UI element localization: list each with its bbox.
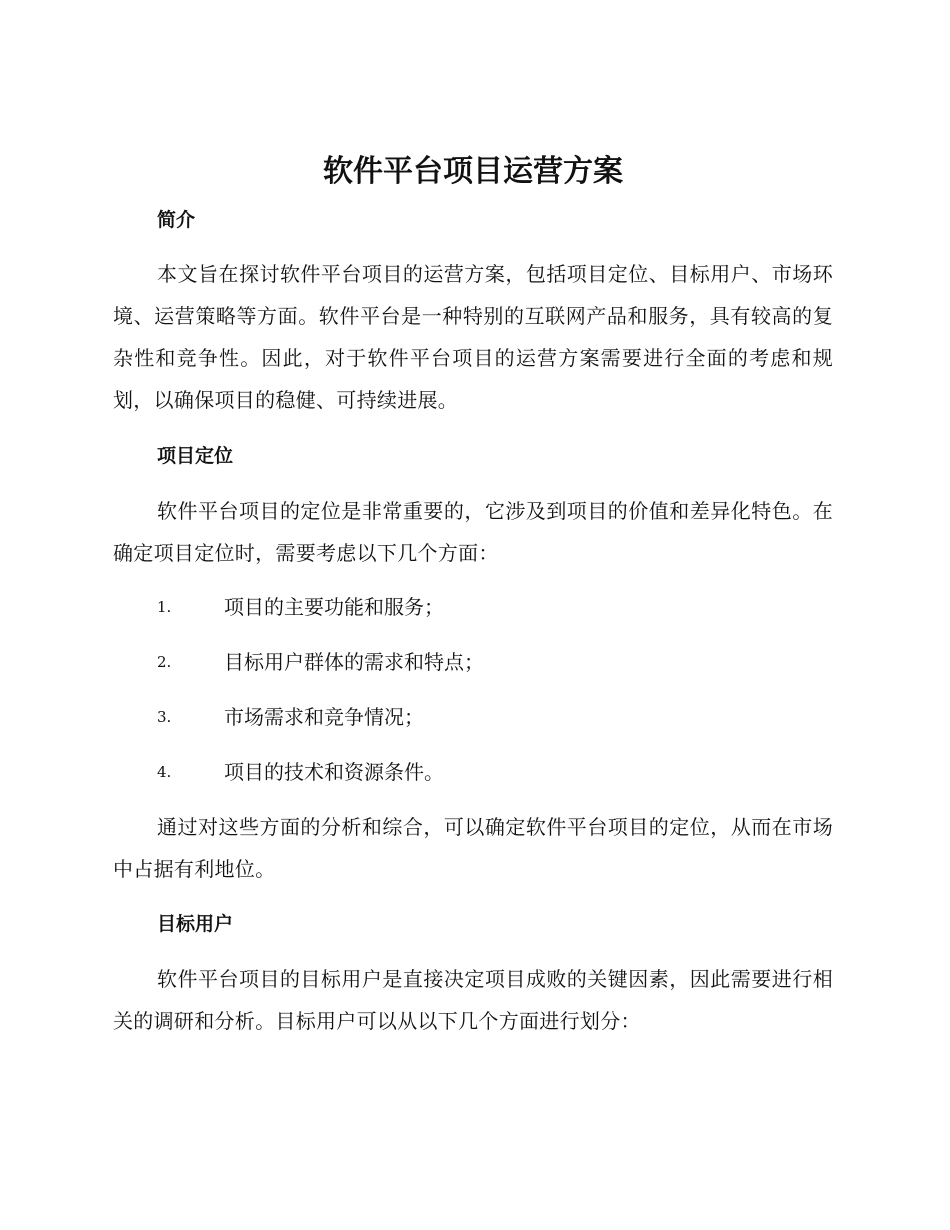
list-item-number: 3. bbox=[157, 708, 172, 726]
target-users-intro-paragraph: 软件平台项目的目标用户是直接决定项目成败的关键因素，因此需要进行相关的调研和分析。目标用户可以从以下几个方面进行划分： bbox=[113, 967, 833, 1033]
list-item-text: 项目的技术和资源条件。 bbox=[224, 760, 444, 784]
list-item-text: 市场需求和竞争情况； bbox=[224, 705, 424, 729]
positioning-list bbox=[157, 592, 484, 812]
positioning-intro-paragraph: 软件平台项目的定位是非常重要的，它涉及到项目的价值和差异化特色。在确定项目定位时，需要考虑以下几个方面： bbox=[113, 499, 833, 565]
positioning-conclusion-paragraph: 通过对这些方面的分析和综合，可以确定软件平台项目的定位，从而在市场中占据有利地位。 bbox=[113, 815, 833, 881]
list-item bbox=[157, 757, 484, 812]
section-heading-positioning: 项目定位 bbox=[157, 445, 234, 467]
list-item-number: 4. bbox=[157, 763, 172, 781]
section-heading-target-users: 目标用户 bbox=[157, 913, 234, 935]
list-item-number: 2. bbox=[157, 653, 172, 671]
list-item-text: 目标用户群体的需求和特点； bbox=[224, 650, 484, 674]
list-item bbox=[157, 592, 484, 647]
intro-paragraph: 本文旨在探讨软件平台项目的运营方案，包括项目定位、目标用户、市场环境、运营策略等方面。软件平台是一种特别的互联网产品和服务，具有较高的复杂性和竞争性。因此，对于软件平台项目的运营方案需要进行全面的考虑和规划，以确保项目的稳健、可持续进展。 bbox=[113, 262, 833, 412]
list-item bbox=[157, 647, 484, 702]
document-title: 软件平台项目运营方案 bbox=[323, 154, 623, 189]
section-heading-intro: 简介 bbox=[157, 209, 196, 231]
list-item-text: 项目的主要功能和服务； bbox=[224, 595, 444, 619]
list-item-number: 1. bbox=[157, 598, 172, 616]
list-item bbox=[157, 702, 484, 757]
